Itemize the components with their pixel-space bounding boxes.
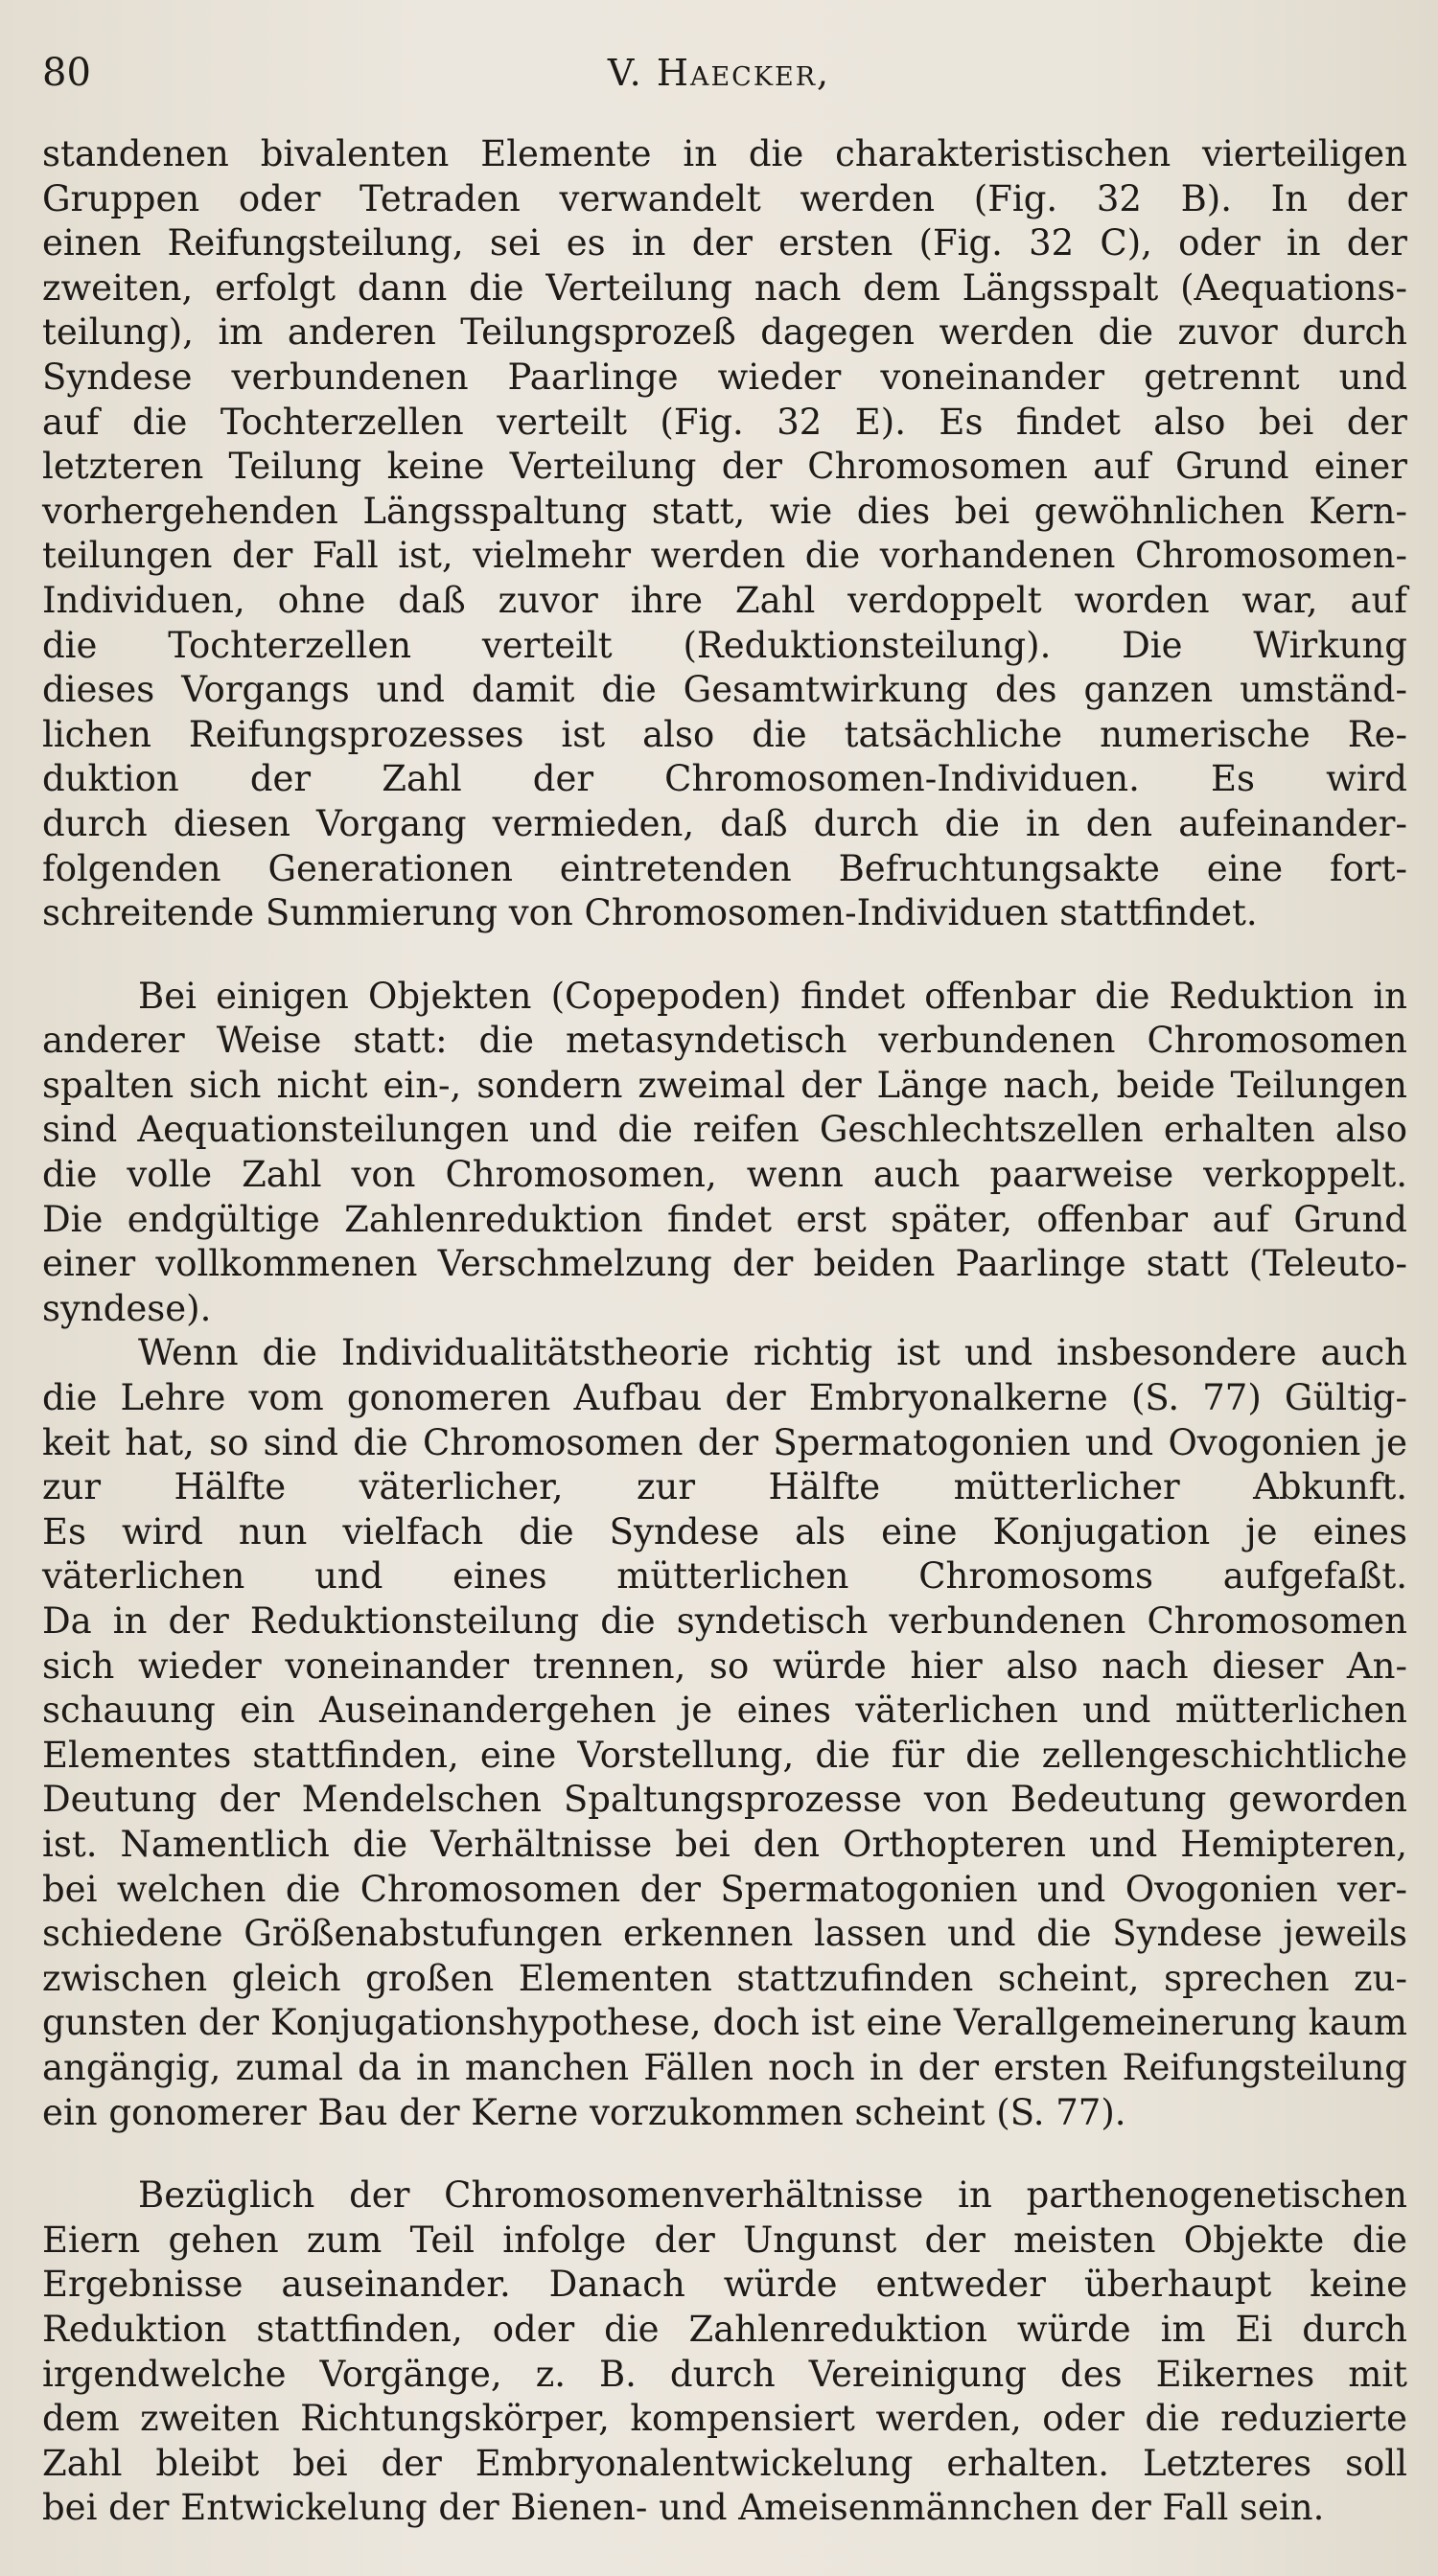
text-line: bei der Entwickelung der Bienen- und Ameisenmännchen der Fall sein. bbox=[42, 2487, 1325, 2529]
text-line: zweiten, erfolgt dann die Verteilung nach dem Längsspalt (Aequations- bbox=[42, 266, 1407, 309]
text-line: sich wieder voneinander trennen, so würde hier also nach dieser An- bbox=[42, 1644, 1407, 1687]
text-line: Individuen, ohne daß zuvor ihre Zahl verdoppelt worden war, auf bbox=[42, 579, 1407, 621]
text-line: Wenn die Individualitätstheorie richtig ist und insbesondere auch bbox=[138, 1332, 1407, 1374]
text-line: irgendwelche Vorgänge, z. B. durch Vereinigung des Eikernes mit bbox=[42, 2353, 1407, 2395]
text-line: keit hat, so sind die Chromosomen der Spermatogonien und Ovogonien je bbox=[42, 1421, 1407, 1463]
running-head: V. Haecker, bbox=[607, 52, 831, 94]
paragraph-3 bbox=[42, 1331, 1407, 2135]
text-line: Eiern gehen zum Teil infolge der Ungunst der meisten Objekte die bbox=[42, 2219, 1407, 2261]
text-line: dem zweiten Richtungskörper, kompensiert werden, oder die reduzierte bbox=[42, 2398, 1407, 2440]
text-line: Ergebnisse auseinander. Danach würde entweder überhaupt keine bbox=[42, 2264, 1407, 2306]
text-line: durch diesen Vorgang vermieden, daß durch die in den aufeinander- bbox=[42, 802, 1407, 844]
text-line: Syndese verbundenen Paarlinge wieder voneinander getrennt und bbox=[42, 356, 1407, 398]
text-line: einen Reifungsteilung, sei es in der ersten (Fig. 32 C), oder in der bbox=[42, 222, 1407, 264]
text-line: die Lehre vom gonomeren Aufbau der Embryonalkerne (S. 77) Gültig- bbox=[42, 1377, 1407, 1419]
page-number: 80 bbox=[42, 51, 91, 95]
text-line: die Tochterzellen verteilt (Reduktionsteilung). Die Wirkung bbox=[42, 624, 1407, 666]
text-line: schauung ein Auseinandergehen je eines väterlichen und mütterlichen bbox=[42, 1690, 1407, 1732]
text-line: Elementes stattfinden, eine Vorstellung, die für die zellengeschichtliche bbox=[42, 1734, 1407, 1776]
text-line: folgenden Generationen eintretenden Befruchtungsakte eine fort- bbox=[42, 847, 1407, 889]
text-line: teilung), im anderen Teilungsprozeß dagegen werden die zuvor durch bbox=[42, 311, 1407, 354]
text-line: väterlichen und eines mütterlichen Chromosoms aufgefaßt. bbox=[42, 1555, 1407, 1598]
text-line: anderer Weise statt: die metasyndetisch verbundenen Chromosomen bbox=[42, 1020, 1407, 1062]
paragraph-1 bbox=[42, 132, 1407, 936]
text-line: duktion der Zahl der Chromosomen-Individuen. Es wird bbox=[42, 758, 1407, 800]
text-line: bei welchen die Chromosomen der Spermatogonien und Ovogonien ver- bbox=[42, 1868, 1407, 1910]
text-line: lichen Reifungsprozesses ist also die tatsächliche numerische Re- bbox=[42, 713, 1407, 755]
text-line: angängig, zumal da in manchen Fällen noch in der ersten Reifungsteilung bbox=[42, 2046, 1407, 2088]
text-line: Deutung der Mendelschen Spaltungsprozesse von Bedeutung geworden bbox=[42, 1779, 1407, 1821]
page-header bbox=[42, 44, 1396, 102]
text-line: schiedene Größenabstufungen erkennen lassen und die Syndese jeweils bbox=[42, 1913, 1407, 1955]
text-line: gunsten der Konjugationshypothese, doch ist eine Verallgemeinerung kaum bbox=[42, 2002, 1407, 2044]
text-line: auf die Tochterzellen verteilt (Fig. 32 E). Es findet also bei der bbox=[42, 401, 1407, 443]
paragraph-2 bbox=[42, 975, 1407, 1332]
text-line: zur Hälfte väterlicher, zur Hälfte mütterlicher Abkunft. bbox=[42, 1466, 1407, 1508]
text-line: sind Aequationsteilungen und die reifen Geschlechtszellen erhalten also bbox=[42, 1109, 1407, 1151]
text-line: Die endgültige Zahlenreduktion findet erst später, offenbar auf Grund bbox=[42, 1198, 1407, 1240]
text-line: vorhergehenden Längsspaltung statt, wie dies bei gewöhnlichen Kern- bbox=[42, 490, 1407, 532]
text-line: Gruppen oder Tetraden verwandelt werden (Fig. 32 B). In der bbox=[42, 177, 1407, 219]
paragraph-4 bbox=[42, 2174, 1407, 2531]
text-line: Bezüglich der Chromosomenverhältnisse in parthenogenetischen bbox=[138, 2174, 1407, 2217]
text-line: schreitende Summierung von Chromosomen-Individuen stattfindet. bbox=[42, 892, 1258, 934]
page-body bbox=[42, 132, 1407, 2531]
text-line: syndese). bbox=[42, 1287, 212, 1329]
text-line: letzteren Teilung keine Verteilung der Chromosomen auf Grund einer bbox=[42, 446, 1407, 488]
text-line: Reduktion stattfinden, oder die Zahlenreduktion würde im Ei durch bbox=[42, 2308, 1407, 2350]
text-line: einer vollkommenen Verschmelzung der beiden Paarlinge statt (Teleuto- bbox=[42, 1243, 1407, 1285]
text-line: Zahl bleibt bei der Embryonalentwickelung erhalten. Letzteres soll bbox=[42, 2442, 1407, 2484]
text-line: die volle Zahl von Chromosomen, wenn auch paarweise verkoppelt. bbox=[42, 1154, 1407, 1196]
text-line: Da in der Reduktionsteilung die syndetisch verbundenen Chromosomen bbox=[42, 1600, 1407, 1642]
text-line: Es wird nun vielfach die Syndese als eine Konjugation je eines bbox=[42, 1510, 1407, 1552]
text-line: standenen bivalenten Elemente in die charakteristischen vierteiligen bbox=[42, 133, 1407, 174]
text-line: ein gonomerer Bau der Kerne vorzukommen scheint (S. 77). bbox=[42, 2091, 1126, 2133]
text-line: zwischen gleich großen Elementen stattzufinden scheint, sprechen zu- bbox=[42, 1957, 1407, 1999]
text-line: dieses Vorgangs und damit die Gesamtwirkung des ganzen umständ- bbox=[42, 669, 1407, 711]
text-line: Bei einigen Objekten (Copepoden) findet offenbar die Reduktion in bbox=[138, 975, 1407, 1017]
text-line: ist. Namentlich die Verhältnisse bei den Orthopteren und Hemipteren, bbox=[42, 1823, 1407, 1865]
text-line: teilungen der Fall ist, vielmehr werden die vorhandenen Chromosomen- bbox=[42, 535, 1407, 577]
text-line: spalten sich nicht ein-, sondern zweimal der Länge nach, beide Teilungen bbox=[42, 1064, 1407, 1106]
